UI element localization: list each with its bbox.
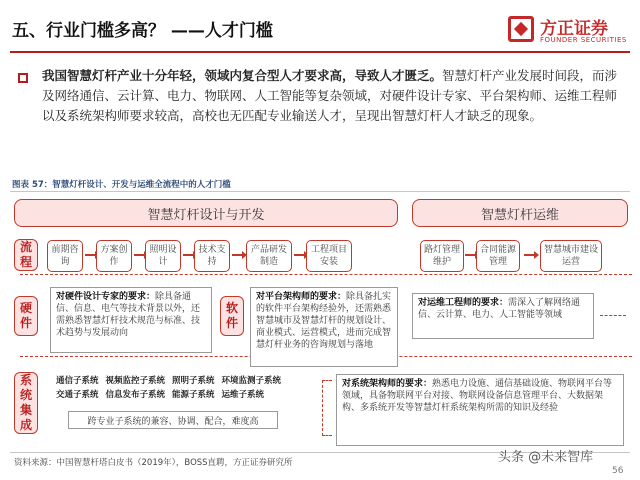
figure-caption: 图表 57：智慧灯杆设计、开发与运维全流程中的人才门槛 bbox=[12, 180, 231, 190]
dashed-connector bbox=[600, 315, 626, 316]
req-body: 需深入了解网络通信、云计算、电力、人工智能等领域 bbox=[418, 298, 581, 320]
dashed-brace bbox=[322, 380, 332, 436]
page-number: 56 bbox=[612, 466, 624, 476]
arrow-right-icon bbox=[294, 254, 306, 256]
subsystem-list bbox=[56, 374, 316, 402]
step-early-consulting: 前期咨询 bbox=[47, 240, 83, 272]
platform-architect-requirement bbox=[250, 287, 398, 367]
subsystem-item: 能源子系统 bbox=[172, 390, 215, 400]
req-title: 对系统架构师的要求： bbox=[342, 379, 433, 389]
logo-text-cn: 方正证券 bbox=[540, 19, 608, 39]
arrow-right-icon bbox=[524, 254, 536, 256]
row-label-flow: 流程 bbox=[14, 239, 38, 271]
caption-divider bbox=[10, 191, 630, 192]
subsystem-item: 通信子系统 bbox=[56, 376, 99, 386]
phase-design-development: 智慧灯杆设计与开发 bbox=[14, 199, 398, 227]
company-logo bbox=[508, 14, 632, 48]
subsystem-integration-note: 跨专业子系统的兼容、协调、配合，难度高 bbox=[68, 411, 278, 429]
row-label-software: 软件 bbox=[220, 296, 244, 336]
req-body: 除具备扎实的软件平台架构经验外，还需熟悉智慧城市及智慧灯杆的规划设计、商业模式、运营模式，进而完成智慧灯杆业务的咨询规划与落地 bbox=[256, 292, 392, 350]
step-product-rd: 产品研发制造 bbox=[246, 240, 292, 272]
req-title: 对硬件设计专家的要求： bbox=[56, 292, 156, 302]
page-title: 五、行业门槛多高？ ——人才门槛 bbox=[12, 21, 273, 41]
source-note: 资料来源：中国智慧杆塔白皮书（2019年），BOSS直聘，方正证券研究所 bbox=[14, 458, 293, 468]
subsystem-item: 运维子系统 bbox=[221, 390, 265, 400]
row-label-hardware: 硬件 bbox=[14, 296, 38, 336]
hardware-expert-requirement bbox=[50, 287, 212, 353]
summary-paragraph bbox=[42, 66, 622, 126]
logo-text-en: FOUNDER SECURITIES bbox=[540, 36, 627, 44]
subsystem-item: 照明子系统 bbox=[172, 376, 215, 386]
watermark: 头条 @未来智库 bbox=[498, 450, 594, 465]
title-divider bbox=[10, 51, 630, 53]
step-tech-support: 技术支持 bbox=[194, 240, 230, 272]
ops-engineer-requirement bbox=[412, 293, 594, 339]
step-plan-creation: 方案创作 bbox=[96, 240, 132, 272]
subsystem-item: 信息发布子系统 bbox=[105, 390, 166, 400]
step-lighting-design: 照明设计 bbox=[145, 240, 181, 272]
subsystem-item: 环境监测子系统 bbox=[221, 376, 282, 386]
req-body: 除具备通信、信息、电气等技术背景以外，还需熟悉智慧灯杆技术规范与标准、技术趋势与发展动向 bbox=[56, 292, 201, 338]
subsystem-row bbox=[56, 374, 316, 388]
summary-body: 智慧灯杆产业发展时间段，而涉及网络通信、云计算、电力、物联网、人工智能等复杂领域，对硬件设计专家、平台架构师、运维工程师以及系统架构师要求较高，高校也无匹配专业输送人才，呈现出智慧灯杆人才缺乏的现象。 bbox=[42, 68, 618, 123]
req-title: 对运维工程师的要求： bbox=[418, 298, 509, 308]
step-project-install: 工程项目安装 bbox=[306, 240, 352, 272]
system-architect-requirement bbox=[336, 374, 624, 446]
subsystem-item: 视频监控子系统 bbox=[105, 376, 166, 386]
subsystem-item: 交通子系统 bbox=[56, 390, 99, 400]
req-body: 熟悉电力设施、通信基础设施、物联网平台等领域，具备物联网平台对接、物联网设备信息管理平台、大数据架构、多系统开发等智慧灯杆系统架构所需的知识及经验 bbox=[342, 379, 613, 413]
dashed-connector bbox=[20, 274, 632, 284]
req-title: 对平台架构师的要求： bbox=[256, 292, 347, 302]
summary-lead: 我国智慧灯杆产业十分年轻，领域内复合型人才要求高，导致人才匮乏。 bbox=[42, 68, 443, 83]
logo-mark-icon bbox=[508, 16, 534, 42]
arrow-right-icon bbox=[232, 254, 244, 256]
row-label-system-integration: 系统集成 bbox=[14, 372, 38, 434]
phase-operations: 智慧灯杆运维 bbox=[412, 199, 628, 227]
step-smart-city-operation: 智慧城市建设运营 bbox=[540, 240, 602, 272]
step-energy-management: 合同能源管理 bbox=[476, 240, 520, 272]
step-streetlight-maintenance: 路灯管理维护 bbox=[420, 240, 464, 272]
bullet-square-icon bbox=[18, 73, 28, 83]
subsystem-row bbox=[56, 388, 316, 402]
